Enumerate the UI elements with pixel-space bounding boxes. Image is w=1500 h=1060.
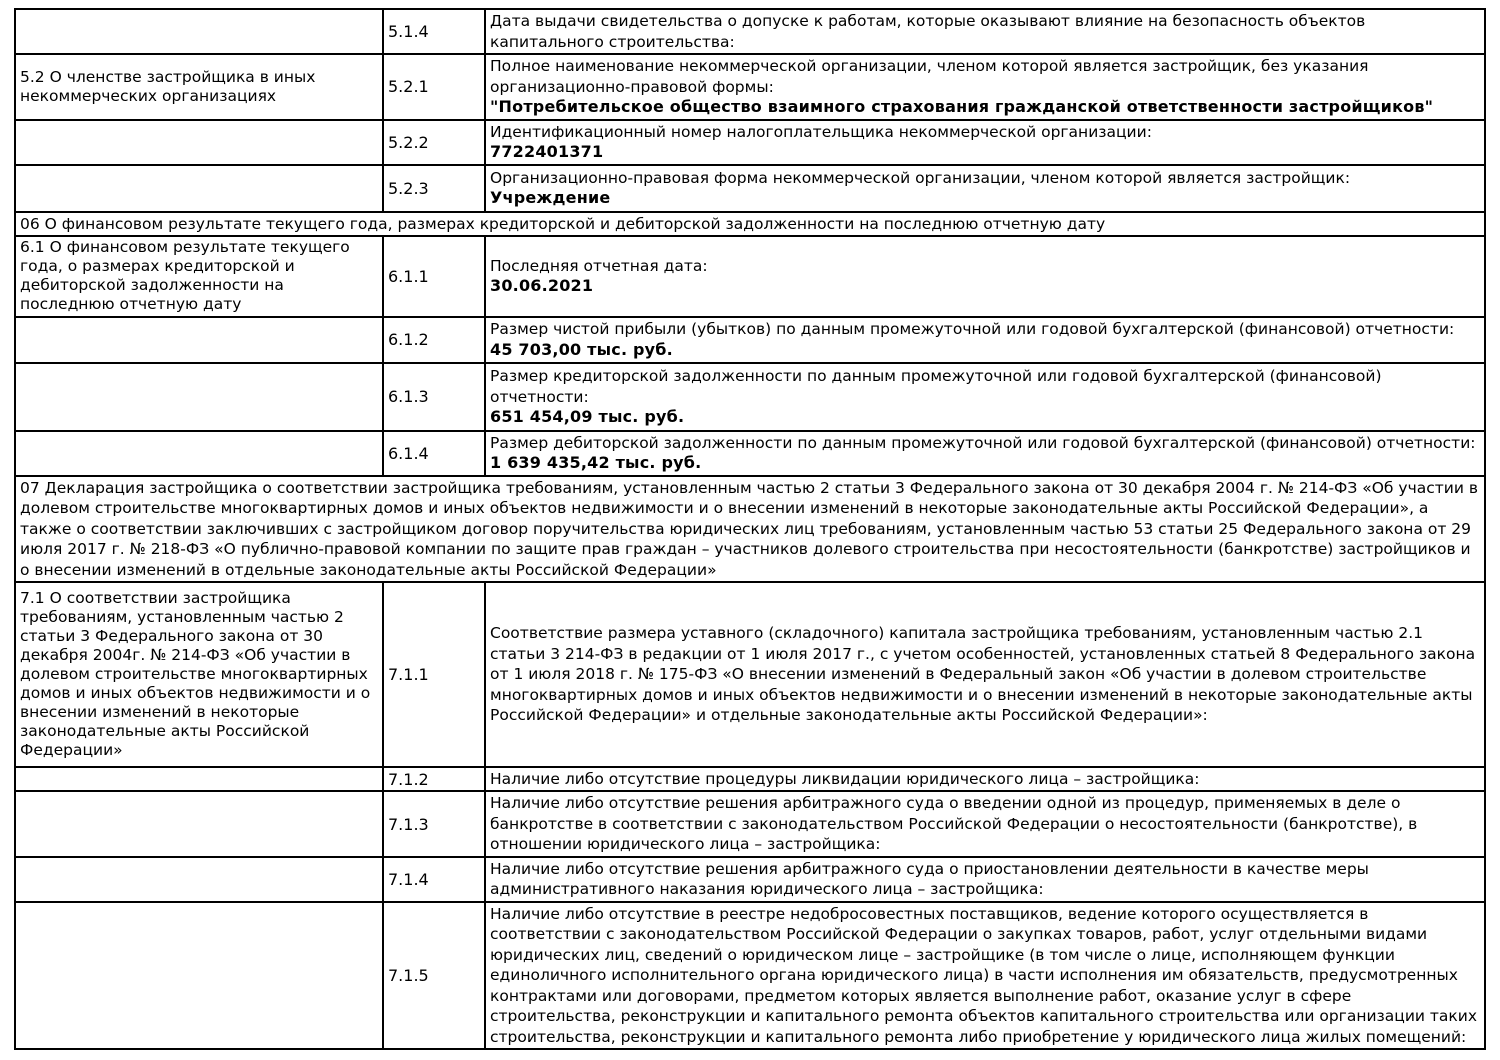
- item-label: Дата выдачи свидетельства о допуске к работам, которые оказывают влияние на безопасность объектов капитального строительства:: [490, 12, 1366, 51]
- table-row: [15, 9, 1485, 54]
- table-row: [15, 431, 1485, 476]
- item-content-cell: [485, 9, 1485, 54]
- item-content-cell: [485, 902, 1485, 1050]
- item-label: Размер кредиторской задолженности по данным промежуточной или годовой бухгалтерской (финансовой) отчетности:: [490, 367, 1382, 406]
- section-label-cell: 6.1 О финансовом результате текущего года, о размерах кредиторской и дебиторской задолженности на последнюю отчетную дату: [15, 236, 383, 317]
- item-number-cell: 5.2.3: [383, 165, 485, 212]
- item-value: 45 703,00 тыс. руб.: [490, 339, 673, 359]
- item-number-cell: 7.1.2: [383, 767, 485, 792]
- table-row: [15, 120, 1485, 165]
- section-label-cell: [15, 317, 383, 363]
- item-value: 651 454,09 тыс. руб.: [490, 407, 685, 427]
- section-label-cell: [15, 791, 383, 857]
- section-label-cell: [15, 902, 383, 1050]
- section-label-cell: [15, 9, 383, 54]
- item-content-cell: [485, 165, 1485, 212]
- item-content-cell: [485, 431, 1485, 476]
- item-number-cell: 6.1.1: [383, 236, 485, 317]
- item-label: Размер чистой прибыли (убытков) по данным промежуточной или годовой бухгалтерской (финансовой) отчетности:: [490, 320, 1455, 339]
- item-number-cell: 7.1.3: [383, 791, 485, 857]
- section-label-cell: [15, 165, 383, 212]
- item-value: Учреждение: [490, 188, 611, 207]
- item-number-cell: 5.1.4: [383, 9, 485, 54]
- section-header: 07 Декларация застройщика о соответствии застройщика требованиям, установленным частью 2 статьи 3 Федерального закона от 30 декабря 2004 г. № 214-ФЗ «Об участии в долевом строительстве многоквартирных домов и иных объектов недвижимости и о внесении изменений в некоторые законодательные акты Российской Федерации», а также о соответствии заключивших с застройщиком договор поручительства юридических лиц требованиям, установленным частью 53 статьи 25 Федерального закона от 29 июля 2017 г. № 218-ФЗ «О публично-правовой компании по защите прав граждан – участников долевого строительства при несостоятельности (банкротстве) застройщиков и о внесении изменений в отдельные законодательные акты Российской Федерации»: [15, 476, 1485, 582]
- item-number-cell: 7.1.5: [383, 902, 485, 1050]
- item-content-cell: [485, 582, 1485, 767]
- item-value: "Потребительское общество взаимного страхования гражданской ответственности застройщиков": [490, 97, 1434, 116]
- item-value: 7722401371: [490, 142, 604, 161]
- item-number-cell: 6.1.3: [383, 363, 485, 431]
- table-row: [15, 791, 1485, 857]
- item-number-cell: 7.1.4: [383, 857, 485, 902]
- table-row: [15, 236, 1485, 317]
- item-number-cell: 6.1.2: [383, 317, 485, 363]
- item-label: Наличие либо отсутствие решения арбитражного суда о приостановлении деятельности в качестве меры административного наказания юридического лица – застройщика:: [490, 859, 1369, 899]
- table-row: [15, 165, 1485, 212]
- item-label: Наличие либо отсутствие процедуры ликвидации юридического лица – застройщика:: [490, 769, 1200, 788]
- item-content-cell: [485, 791, 1485, 857]
- item-content-cell: [485, 54, 1485, 120]
- item-number-cell: 6.1.4: [383, 431, 485, 476]
- item-content-cell: [485, 363, 1485, 431]
- table-row: [15, 317, 1485, 363]
- item-value: 30.06.2021: [490, 276, 594, 296]
- item-value: 1 639 435,42 тыс. руб.: [490, 453, 702, 473]
- item-content-cell: [485, 767, 1485, 792]
- item-number-cell: 5.2.1: [383, 54, 485, 120]
- item-number-cell: 7.1.1: [383, 582, 485, 767]
- item-label: Организационно-правовая форма некоммерческой организации, членом которой является застройщик:: [490, 168, 1351, 187]
- section-label-cell: [15, 767, 383, 792]
- item-content-cell: [485, 120, 1485, 165]
- item-label: Полное наименование некоммерческой организации, членом которой является застройщик, без указания организационно-правовой формы:: [490, 57, 1369, 96]
- item-content-cell: [485, 317, 1485, 363]
- item-content-cell: [485, 236, 1485, 317]
- table-row: [15, 54, 1485, 120]
- declaration-table: [14, 8, 1486, 1050]
- item-label: Размер дебиторской задолженности по данным промежуточной или годовой бухгалтерской (финансовой) отчетности:: [490, 433, 1476, 452]
- section-label-cell: [15, 120, 383, 165]
- item-label: Соответствие размера уставного (складочного) капитала застройщика требованиям, установленным частью 2.1 статьи 3 214-ФЗ в редакции от 1 июля 2017 г., с учетом особенностей, установленных статьей 8 Федерального закона от 1 июля 2018 г. № 175-ФЗ «О внесении изменений в Федеральный закон «Об участии в долевом строительстве многоквартирных домов и иных объектов недвижимости и о внесении изменений в некоторые законодательные акты Российской Федерации» и отдельные законодательные акты Российской Федерации»:: [490, 624, 1476, 725]
- table-row: [15, 857, 1485, 902]
- section-header: 06 О финансовом результате текущего года, размерах кредиторской и дебиторской задолженности на последнюю отчетную дату: [15, 212, 1485, 236]
- item-label: Последняя отчетная дата:: [490, 256, 708, 275]
- section-label-cell: [15, 431, 383, 476]
- section-header-row: [15, 212, 1485, 236]
- section-label-cell: 5.2 О членстве застройщика в иных некоммерческих организациях: [15, 54, 383, 120]
- section-label-cell: [15, 857, 383, 902]
- item-label: Идентификационный номер налогоплательщика некоммерческой организации:: [490, 122, 1152, 141]
- table-row: [15, 582, 1485, 767]
- table-row: [15, 767, 1485, 792]
- table-row: [15, 363, 1485, 431]
- section-header-row: [15, 476, 1485, 582]
- section-label-cell: [15, 363, 383, 431]
- table-row: [15, 902, 1485, 1050]
- item-number-cell: 5.2.2: [383, 120, 485, 165]
- item-content-cell: [485, 857, 1485, 902]
- item-label: Наличие либо отсутствие решения арбитражного суда о введении одной из процедур, применяемых в деле о банкротстве в соответствии с законодательством Российской Федерации о несостоятельности (банкротстве), в отношении юридического лица – застройщика:: [490, 794, 1418, 854]
- section-label-cell: 7.1 О соответствии застройщика требованиям, установленным частью 2 статьи 3 Федерального закона от 30 декабря 2004г. № 214-ФЗ «Об участии в долевом строительстве многоквартирных домов и иных объектов недвижимости и о внесении изменений в некоторые законодательные акты Российской Федерации»: [15, 582, 383, 767]
- item-label: Наличие либо отсутствие в реестре недобросовестных поставщиков, ведение которого осуществляется в соответствии с законодательством Российской Федерации о закупках товаров, работ, услуг отдельными видами юридических лиц, сведений о юридическом лице – застройщике (в том числе о лице, исполняющем функции единоличного исполнительного органа юридического лица) в части исполнения им обязательств, предусмотренных контрактами или договорами, предметом которых является выполнение работ, оказание услуг в сфере строительства, реконструкции и капитального ремонта объектов капитального строительства или организации таких строительства, реконструкции и капитального ремонта либо приобретение у юридического лица жилых помещений:: [490, 904, 1478, 1046]
